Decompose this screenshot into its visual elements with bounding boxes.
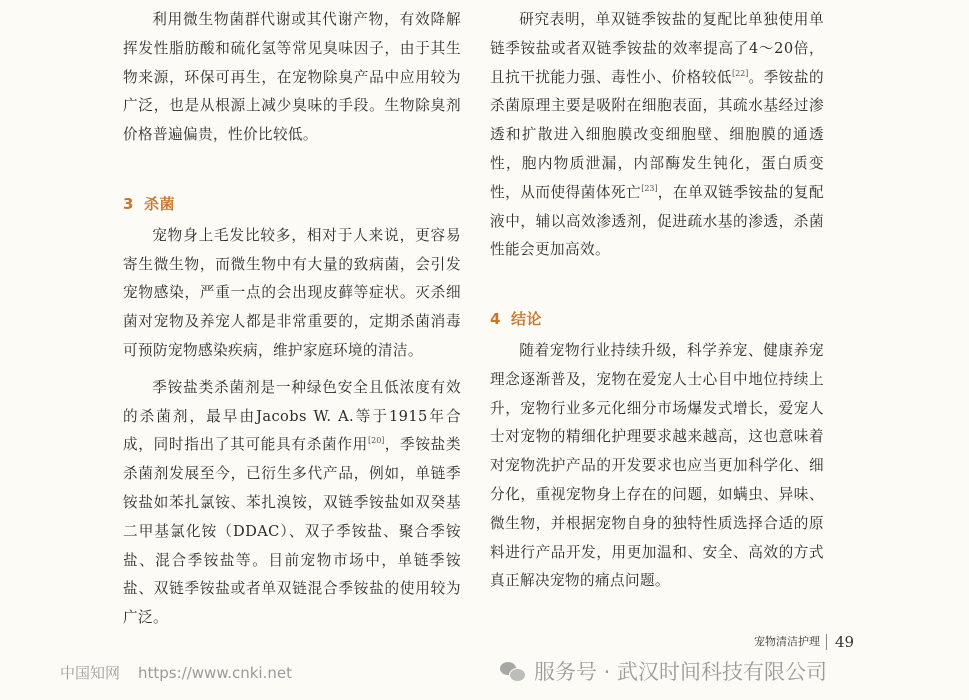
section-number: 3 <box>123 194 134 213</box>
paragraph-text: ，在单双链季铵盐的复配液中，辅以高效渗透剂，促进疏水基的渗透，杀菌性能会更加高效。 <box>490 183 824 259</box>
paragraph-text: 。季铵盐的杀菌原理主要是吸附在细胞表面，其疏水基经过渗透和扩散进入细胞膜改变细胞壁、细胞膜的通透性，胞内物质泄漏，内部酶发生钝化，蛋白质变性，从而使得菌体死亡 <box>490 68 824 201</box>
running-section-name: 宠物清洁护理 <box>754 635 820 648</box>
right-column <box>490 6 824 604</box>
paragraph-conclusion: 随着宠物行业持续升级，科学养宠、健康养宠理念逐渐普及，宠物在爱宠人士心目中地位持续上升，宠物行业多元化细分市场爆发式增长，爱宠人士对宠物的精细化护理要求越来越高，这也意味着对宠物洗护产品的开发要求也应当更加科学化、细分化，重视宠物身上存在的问题，如螨虫、异味、微生物，并根据宠物自身的独特性质选择合适的原料进行产品开发，用更加温和、安全、高效的方式真正解决宠物的痛点问题。 <box>490 341 824 590</box>
cnki-name: 中国知网 <box>60 664 121 682</box>
section-number: 4 <box>490 310 501 329</box>
cnki-watermark <box>60 662 292 683</box>
section-heading-sterilization <box>123 190 461 219</box>
page-number: 49 <box>835 633 855 651</box>
section-heading-conclusion <box>490 305 824 334</box>
paragraph-text: ，季铵盐类杀菌剂发展至今，已衍生多代产品，例如，单链季铵盐如苯扎氯铵、苯扎溴铵，双链季铵盐如双癸基二甲基氯化铵（DDAC）、双子季铵盐、聚合季铵盐、混合季铵盐等。目前宠物市场中，单链季铵盐、双链季铵盐或者单双链混合季铵盐的使用较为广泛。 <box>123 436 461 627</box>
section-title: 杀菌 <box>143 194 175 213</box>
paragraph-quaternary-ammonium <box>123 374 461 633</box>
paragraph-text: 季铵盐类杀菌剂是一种绿色安全且低浓度有效的杀菌剂，最早由Jacobs W. A.等于1915年合成，同时指出了其可能具有杀菌作用 <box>123 378 461 454</box>
citation-ref: [23] <box>641 183 658 193</box>
wechat-account-text: 服务号 · 武汉时间科技有限公司 <box>534 660 828 684</box>
cnki-url: https://www.cnki.net <box>138 664 292 682</box>
wechat-watermark <box>500 656 827 686</box>
page-footer <box>754 633 854 651</box>
paragraph-text: 研究表明，单双链季铵盐的复配比单独使用单链季铵盐或者双链季铵盐的效率提高了4～20倍，且抗干扰能力强、毒性小、价格较低 <box>490 11 824 86</box>
citation-ref: [22] <box>731 68 749 78</box>
paragraph-deodorant: 利用微生物菌群代谢或其代谢产物，有效降解挥发性脂肪酸和硫化氢等常见臭味因子，由于其生物来源，环保可再生，在宠物除臭产品中应用较为广泛，也是从根源上减少臭味的手段。生物除臭剂价格普遍偏贵，性价比较低。 <box>123 11 461 144</box>
left-column <box>123 6 461 641</box>
paragraph-pet-microbes: 宠物身上毛发比较多，相对于人来说，更容易寄生微生物，而微生物中有大量的致病菌，会引发宠物感染，严重一点的会出现皮藓等症状。灭杀细菌对宠物及养宠人都是非常重要的，定期杀菌消毒可预防宠物感染疾病，维护家庭环境的清洁。 <box>123 226 461 359</box>
section-title: 结论 <box>510 310 542 329</box>
wechat-icon <box>500 660 526 682</box>
paragraph-research <box>490 6 824 265</box>
citation-ref: [20] <box>368 436 385 446</box>
footer-divider <box>826 634 827 650</box>
